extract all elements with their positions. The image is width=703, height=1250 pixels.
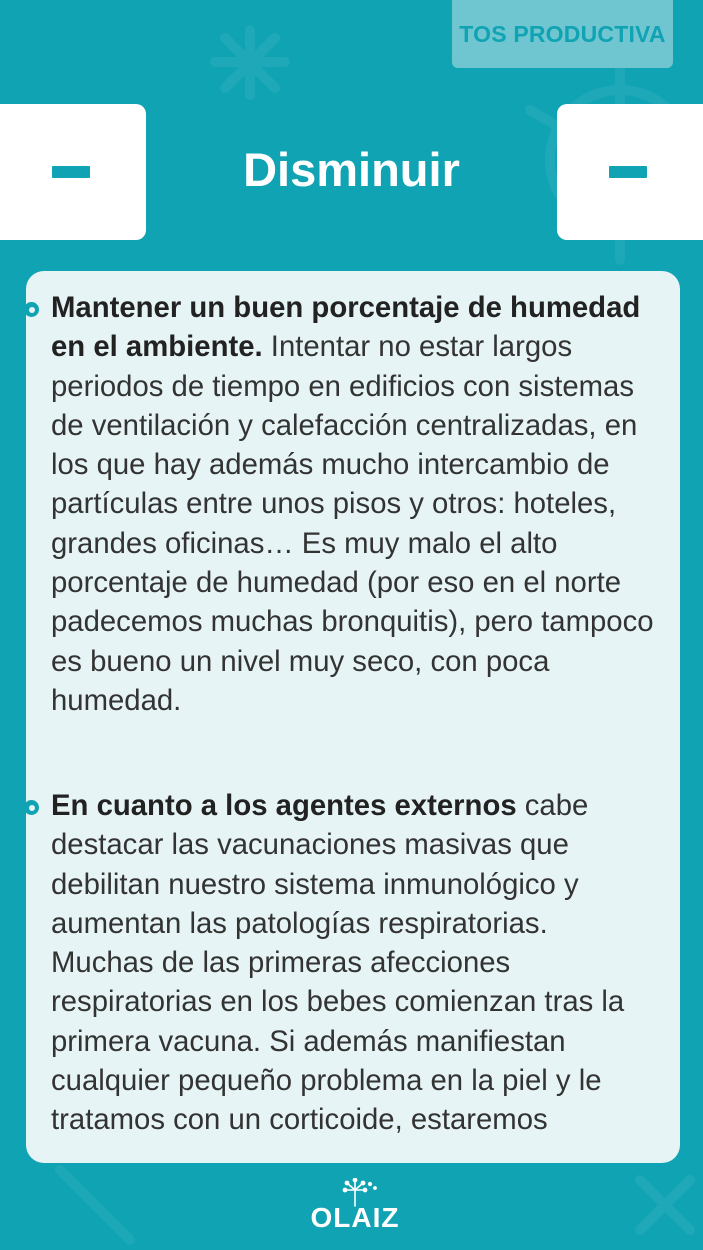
list-item [51,288,656,720]
page-title: Disminuir [243,143,460,196]
list-item-heading: En cuanto a los agentes externos [51,789,517,822]
list-item-text: cabe destacar las vacunaciones masivas que debilitan nuestro sistema inmunológico y aumentan las patologías respiratorias. Muchas de las primeras afecciones respiratorias en los bebes comienzan tras la primera vacuna. Si además manifiestan cualquier pequeño problema en la piel y le tratamos con un corticoide, estaremos [51,789,625,1137]
bullet-icon [24,800,39,815]
minus-icon [52,166,90,178]
list-item-text: Intentar no estar largos periodos de tiempo en edificios con sistemas de ventilación y calefacción centralizadas, en los que hay además mucho intercambio de partículas entre unos pisos y otros: hoteles, grandes oficinas… Es muy malo el alto porcentaje de humedad (por eso en el norte padecemos muchas bronquitis), pero tampoco es bueno un nivel muy seco, con poca humedad. [51,330,654,717]
bullet-icon [24,302,39,317]
minus-icon [609,166,647,178]
decrease-button-right[interactable] [557,104,703,240]
list-item [51,786,656,1140]
brand-logo [305,1178,405,1236]
list-item-heading: Mantener un buen porcentaje de humedad en el ambiente. [51,291,641,364]
logo-text: OLAIZ [310,1202,400,1233]
category-badge: TOS PRODUCTIVA [452,0,673,68]
decrease-button-left[interactable] [0,104,146,240]
